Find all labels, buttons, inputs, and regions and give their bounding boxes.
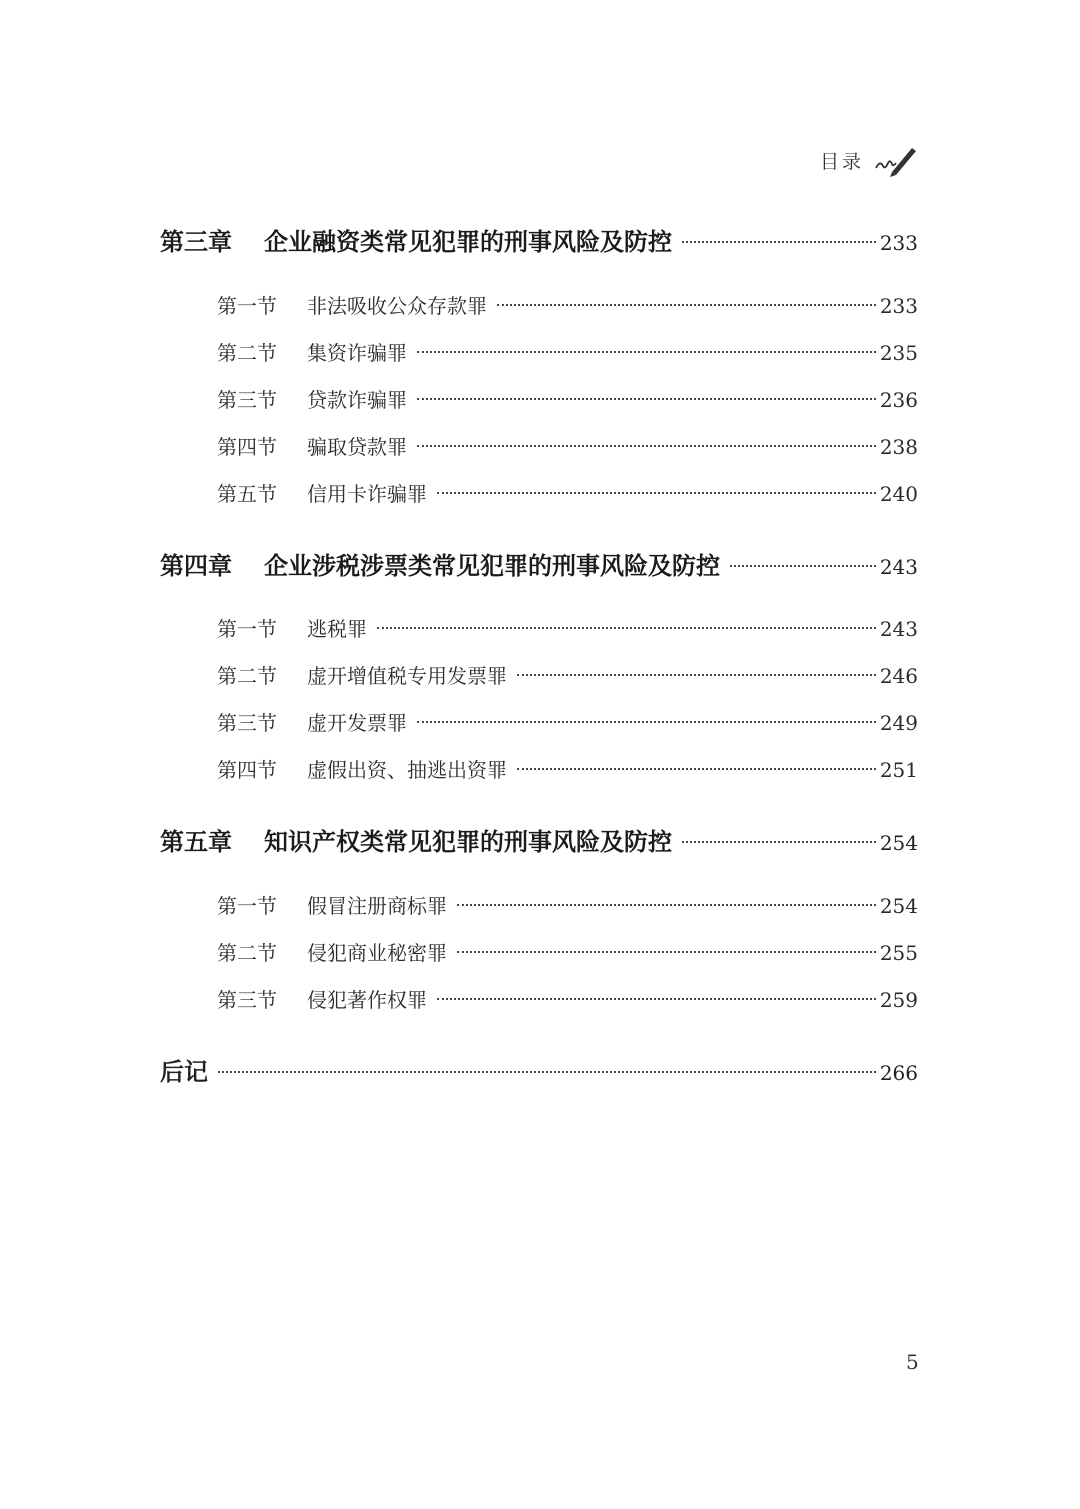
dot-leader [437,492,876,494]
toc-section[interactable] [217,660,918,694]
toc-afterword[interactable] [160,1052,918,1086]
page-ref: 236 [879,388,918,412]
section-title: 信用卡诈骗罪 [307,482,427,506]
section-title: 集资诈骗罪 [307,341,407,365]
toc-section[interactable] [217,890,918,924]
toc-section[interactable] [217,478,918,512]
dot-leader [517,768,876,770]
page-ref: 251 [879,758,918,782]
section-title: 虚开增值税专用发票罪 [307,664,507,688]
section-title: 虚假出资、抽逃出资罪 [307,758,507,782]
toc-section[interactable] [217,707,918,741]
dot-leader [457,904,876,906]
dot-leader [218,1071,876,1073]
dot-leader [457,951,876,953]
dot-leader [682,841,876,843]
chapter-label: 第三章 [160,228,232,256]
page-ref: 243 [879,617,918,641]
dot-leader [682,241,876,243]
dot-leader [417,445,876,447]
section-title: 非法吸收公众存款罪 [307,294,487,318]
section-label: 第一节 [217,617,277,641]
section-label: 第五节 [217,482,277,506]
page-number: 5 [906,1350,919,1374]
page-ref: 246 [879,664,918,688]
toc-section[interactable] [217,984,918,1018]
chapter-title: 企业涉税涉票类常见犯罪的刑事风险及防控 [264,552,720,580]
dot-leader [517,674,876,676]
toc-section[interactable] [217,937,918,971]
chapter-label: 第五章 [160,828,232,856]
page-ref: 266 [879,1061,918,1085]
section-label: 第二节 [217,941,277,965]
chapter-title: 企业融资类常见犯罪的刑事风险及防控 [264,228,672,256]
section-title: 贷款诈骗罪 [307,388,407,412]
section-label: 第四节 [217,758,277,782]
section-label: 第一节 [217,294,277,318]
toc-section[interactable] [217,613,918,647]
chapter-title: 知识产权类常见犯罪的刑事风险及防控 [264,828,672,856]
page-ref: 254 [879,894,918,918]
section-label: 第四节 [217,435,277,459]
section-title: 侵犯著作权罪 [307,988,427,1012]
section-label: 第二节 [217,664,277,688]
page-ref: 233 [879,294,918,318]
page-ref: 254 [879,831,918,855]
toc-chapter-4[interactable] [160,546,918,580]
dot-leader [417,398,876,400]
section-title: 逃税罪 [307,617,367,641]
section-label: 第三节 [217,388,277,412]
section-title: 骗取贷款罪 [307,435,407,459]
dot-leader [730,565,876,567]
toc-chapter-3[interactable] [160,222,918,256]
dot-leader [417,351,876,353]
section-label: 第三节 [217,711,277,735]
section-label: 第二节 [217,341,277,365]
toc-section[interactable] [217,290,918,324]
dot-leader [437,998,876,1000]
page-ref: 240 [879,482,918,506]
section-label: 第三节 [217,988,277,1012]
afterword-title: 后记 [160,1058,208,1086]
toc-section[interactable] [217,337,918,371]
page-ref: 235 [879,341,918,365]
header-title: 目录 [820,150,865,173]
dot-leader [417,721,876,723]
section-title: 虚开发票罪 [307,711,407,735]
section-title: 假冒注册商标罪 [307,894,447,918]
dot-leader [377,627,876,629]
toc-section[interactable] [217,754,918,788]
section-label: 第一节 [217,894,277,918]
page-ref: 249 [879,711,918,735]
page-ref: 255 [879,941,918,965]
page-ref: 243 [879,555,918,579]
chapter-label: 第四章 [160,552,232,580]
toc-section[interactable] [217,384,918,418]
page-ref: 238 [879,435,918,459]
toc-section[interactable] [217,431,918,465]
page-ref: 233 [879,231,918,255]
page-ref: 259 [879,988,918,1012]
dot-leader [497,304,876,306]
toc-chapter-5[interactable] [160,822,918,856]
section-title: 侵犯商业秘密罪 [307,941,447,965]
